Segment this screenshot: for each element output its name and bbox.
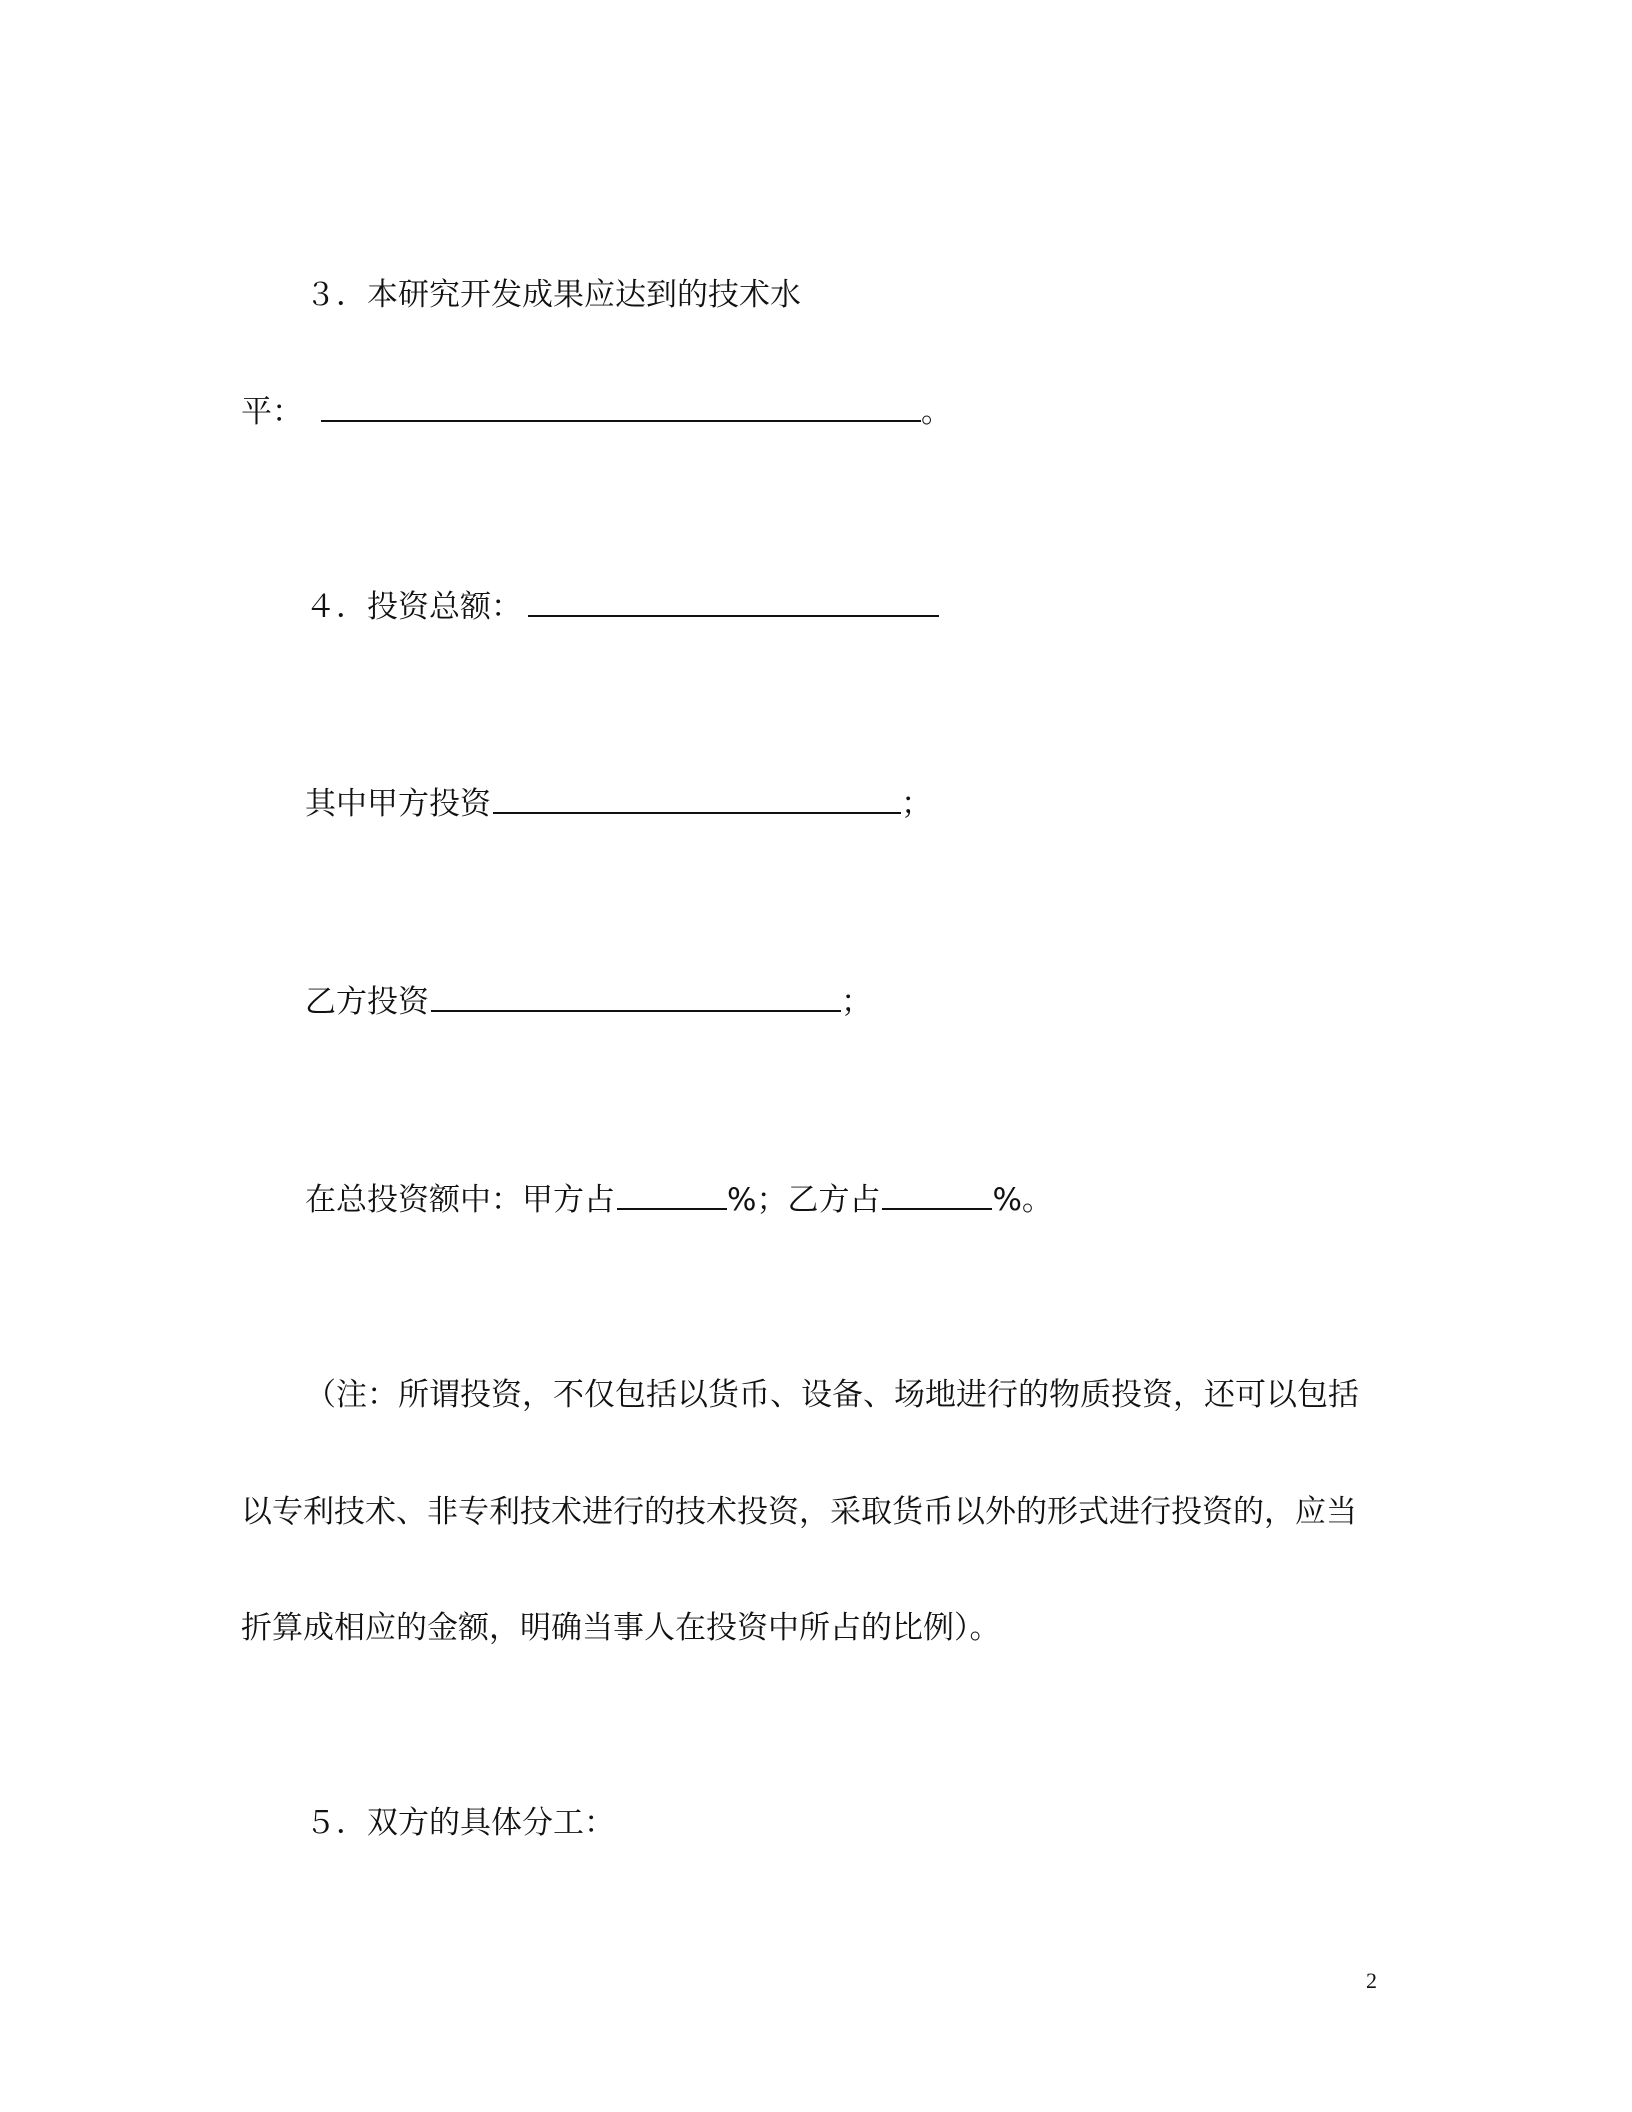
page-number: 2 — [1366, 1968, 1377, 1993]
note-line-3 — [241, 1608, 1001, 1648]
party-a-percent-blank[interactable] — [617, 1178, 727, 1210]
note-text-1: （注：所谓投资，不仅包括以货币、设备、场地进行的物质投资，还可以包括 — [305, 1377, 1359, 1413]
party-a-investment-line — [305, 782, 932, 824]
total-investment-blank[interactable] — [528, 585, 939, 617]
party-b-investment-blank[interactable] — [431, 980, 841, 1012]
party-b-semicolon: ； — [841, 984, 872, 1020]
ratio-suffix: %。 — [992, 1182, 1053, 1218]
tech-level-blank[interactable] — [321, 390, 921, 422]
party-b-investment-line — [305, 980, 872, 1022]
party-a-semicolon: ； — [901, 786, 932, 822]
party-a-investment-blank[interactable] — [493, 782, 901, 814]
investment-ratio-line — [305, 1178, 1053, 1220]
party-b-percent-blank[interactable] — [882, 1178, 992, 1210]
note-line-2 — [241, 1492, 1357, 1532]
section-3-line-1 — [305, 275, 801, 315]
section-5-heading-line — [305, 1803, 615, 1843]
party-b-investment-label: 乙方投资 — [305, 984, 429, 1020]
section-3-line-2 — [241, 390, 952, 432]
party-a-investment-label: 其中甲方投资 — [305, 786, 491, 822]
section-3-continuation: 平： — [241, 394, 303, 430]
note-text-3: 折算成相应的金额，明确当事人在投资中所占的比例）。 — [241, 1610, 1001, 1646]
ratio-prefix: 在总投资额中：甲方占 — [305, 1182, 615, 1218]
section-3-text: ３．本研究开发成果应达到的技术水 — [305, 277, 801, 313]
note-line-1 — [305, 1375, 1359, 1415]
section-3-period: 。 — [921, 394, 952, 430]
ratio-middle: %；乙方占 — [727, 1182, 881, 1218]
section-5-heading: ５．双方的具体分工： — [305, 1805, 615, 1841]
total-investment-label: ４．投资总额： — [305, 589, 522, 625]
section-4-total-line — [305, 585, 939, 627]
note-text-2: 以专利技术、非专利技术进行的技术投资，采取货币以外的形式进行投资的，应当 — [241, 1494, 1357, 1530]
